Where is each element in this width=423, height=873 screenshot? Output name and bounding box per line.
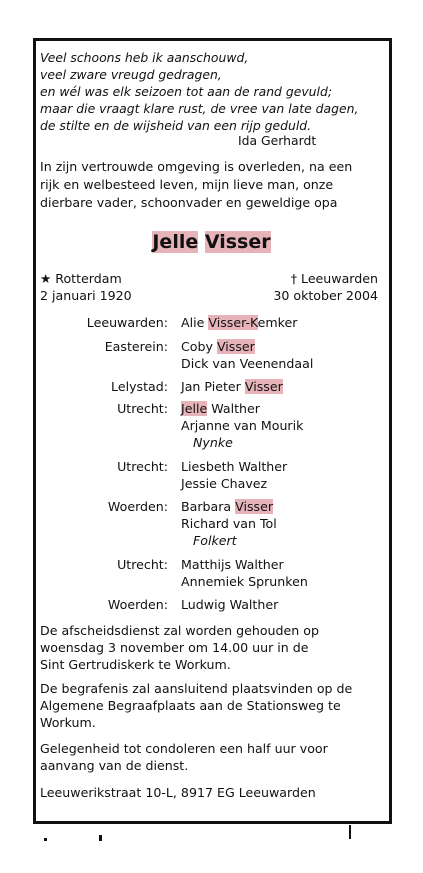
intro-line: rijk en welbesteed leven, mijn lieve man, onze: [40, 177, 334, 192]
deceased-first-name: Jelle: [152, 231, 199, 253]
poem-line: Veel schoons heb ik aanschouwd,: [40, 50, 249, 65]
deceased-name: [0, 230, 423, 254]
family-member: [181, 475, 287, 492]
condolence-line: aanvang van de dienst.: [40, 758, 189, 773]
birth-info: [40, 270, 132, 304]
name-part: Jessie Chavez: [181, 476, 268, 491]
scan-speck: [349, 825, 351, 839]
family-city: Utrecht:: [117, 401, 168, 416]
name-part: Richard van Tol: [181, 516, 277, 531]
family-member: [181, 573, 308, 590]
family-city: Woerden:: [107, 499, 168, 514]
birth-date: 2 januari 1920: [40, 288, 132, 303]
family-names: [181, 498, 277, 549]
highlighted-name-part: Visser: [244, 379, 283, 394]
family-member: [181, 458, 287, 475]
death-place: † Leeuwarden: [290, 271, 378, 286]
family-member: [181, 515, 277, 532]
family-names: [181, 338, 313, 372]
family-city: Lelystad:: [111, 379, 168, 394]
condolence-paragraph: [40, 740, 390, 774]
intro-text: [40, 158, 385, 212]
highlighted-name-part: Visser: [216, 339, 255, 354]
name-part: Barbara: [181, 499, 236, 514]
service-line: woensdag 3 november om 14.00 uur in de: [40, 640, 309, 655]
scan-speck: [99, 835, 102, 841]
deceased-last-name: Visser: [204, 231, 271, 253]
death-date: 30 oktober 2004: [273, 288, 378, 303]
address: Leeuwerikstraat 10-L, 8917 EG Leeuwarden: [40, 785, 316, 800]
intro-line: dierbare vader, schoonvader en geweldige opa: [40, 195, 338, 210]
burial-line: Algemene Begraafplaats aan de Stationsweg te: [40, 698, 341, 713]
family-city: Utrecht:: [117, 459, 168, 474]
family-member: [181, 596, 278, 613]
family-city: Leeuwarden:: [86, 315, 168, 330]
highlighted-name-part: Jelle: [181, 401, 208, 416]
family-names: [181, 400, 303, 451]
name-part: Jan Pieter: [181, 379, 245, 394]
condolence-line: Gelegenheid tot condoleren een half uur voor: [40, 741, 328, 756]
family-member: [181, 556, 308, 573]
name-part: Alie: [181, 315, 209, 330]
name-part: Arjanne van Mourik: [181, 418, 304, 433]
family-names: [181, 314, 297, 331]
name-part: Coby: [181, 339, 217, 354]
name-part: Liesbeth Walther: [181, 459, 288, 474]
highlighted-name-part: Visser: [235, 499, 274, 514]
poem: [40, 49, 380, 134]
burial-line: De begrafenis zal aansluitend plaatsvinden op de: [40, 681, 353, 696]
family-city: Woerden:: [107, 597, 168, 612]
intro-line: In zijn vertrouwde omgeving is overleden, na een: [40, 159, 353, 174]
name-part: Dick van Veenendaal: [181, 356, 314, 371]
poem-line: veel zware vreugd gedragen,: [40, 67, 222, 82]
name-part: emker: [257, 315, 298, 330]
name-part: Walther: [207, 401, 260, 416]
family-member: [181, 314, 297, 331]
name-part: Annemiek Sprunken: [181, 574, 308, 589]
poem-line: en wél was elk seizoen tot aan de rand gevuld;: [40, 84, 333, 99]
death-info: [273, 270, 378, 304]
family-member: [181, 498, 277, 515]
burial-line: Workum.: [40, 715, 96, 730]
family-names: [181, 458, 287, 492]
service-line: De afscheidsdienst zal worden gehouden op: [40, 623, 319, 638]
family-city: Easterein:: [104, 339, 168, 354]
name-part: Matthijs Walther: [181, 557, 284, 572]
grandchild-name: Nynke: [193, 435, 233, 450]
family-names: [181, 596, 278, 613]
family-names: [181, 378, 283, 395]
family-member: [181, 400, 303, 417]
family-member: [181, 417, 303, 434]
poem-line: maar die vraagt klare rust, de vree van late dagen,: [40, 101, 359, 116]
family-city: Utrecht:: [117, 557, 168, 572]
grandchild-name: Folkert: [193, 533, 237, 548]
family-member: [181, 378, 283, 395]
highlighted-name-part: Visser-K: [208, 315, 258, 330]
family-member: [181, 338, 313, 355]
poem-line: de stilte en de wijsheid van een rijp geduld.: [40, 118, 312, 133]
birth-place: ★ Rotterdam: [40, 271, 122, 286]
family-names: [181, 556, 308, 590]
poem-author: Ida Gerhardt: [238, 133, 317, 148]
service-paragraph: [40, 622, 390, 673]
service-line: Sint Gertrudiskerk te Workum.: [40, 657, 231, 672]
family-member: [181, 355, 313, 372]
scan-speck: [44, 838, 47, 841]
name-part: Ludwig Walther: [181, 597, 279, 612]
burial-paragraph: [40, 680, 390, 731]
